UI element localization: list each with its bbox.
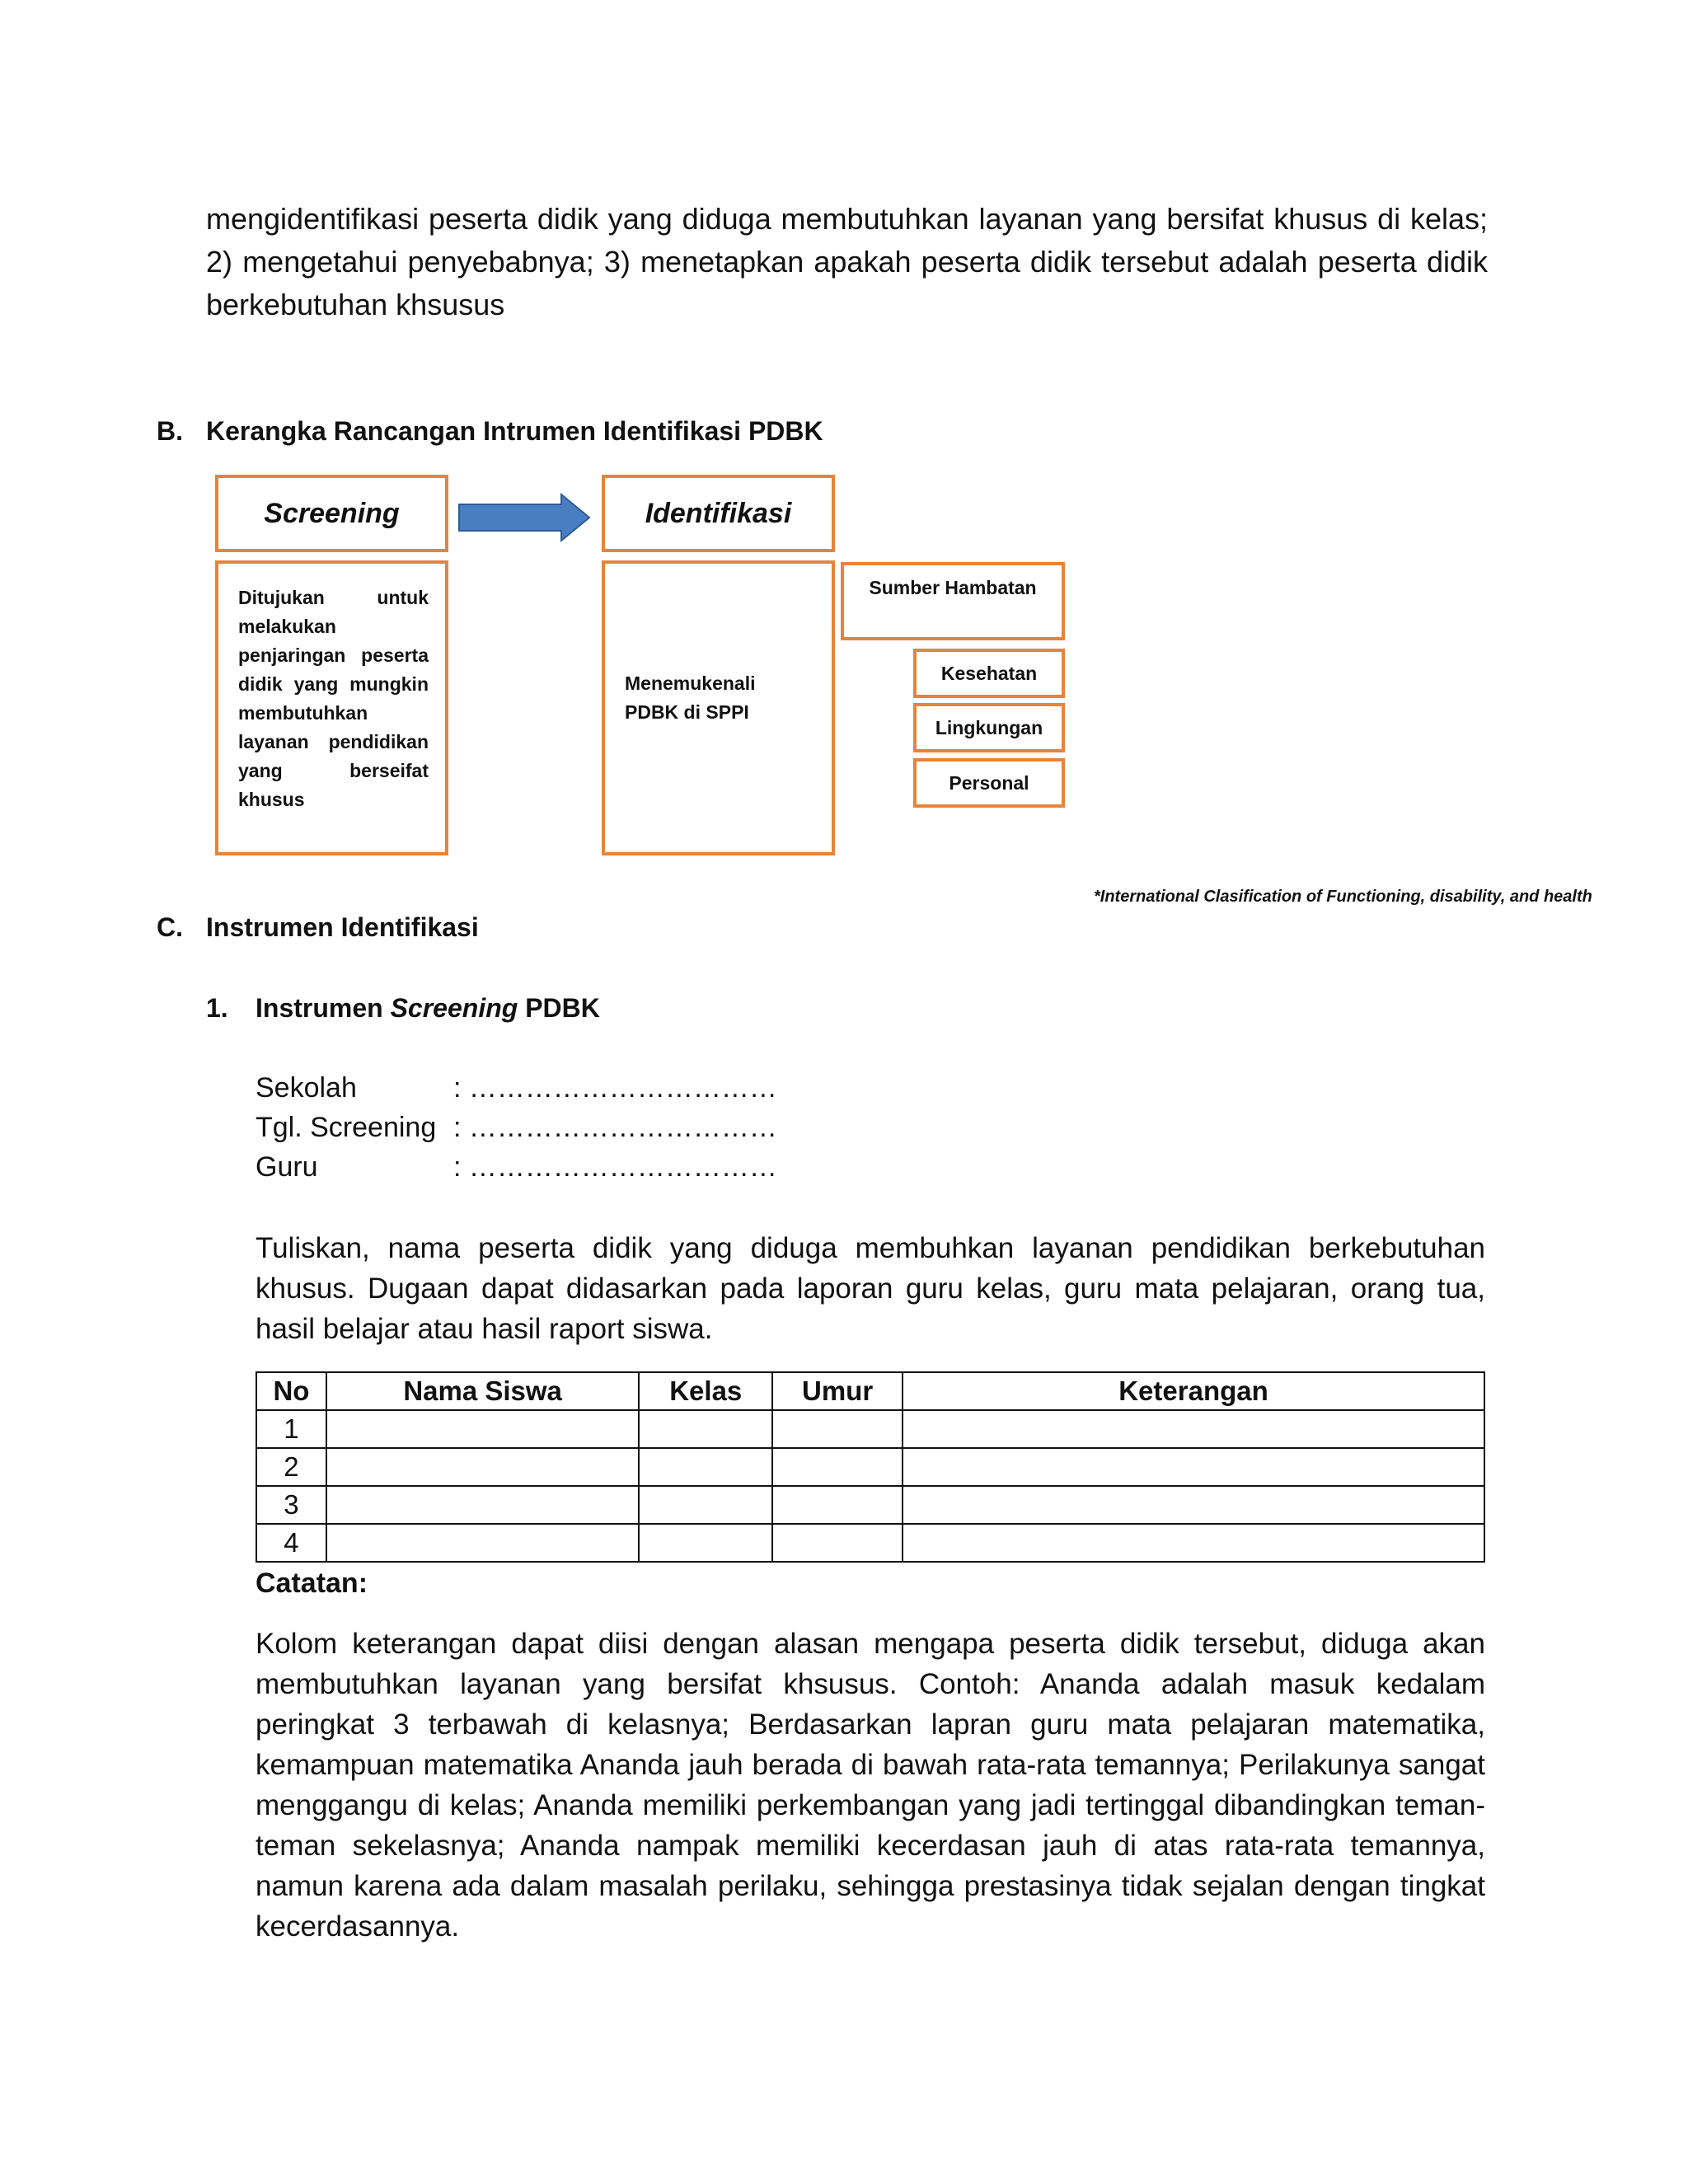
cell-keterangan[interactable]: [903, 1486, 1484, 1524]
cell-kelas[interactable]: [639, 1524, 772, 1562]
cell-kelas[interactable]: [639, 1448, 772, 1486]
cell-no: 4: [256, 1524, 326, 1562]
subsection-heading: [206, 993, 600, 1024]
identifikasi-desc-box: [602, 560, 835, 855]
cell-umur[interactable]: [772, 1486, 903, 1524]
header-keterangan: Keterangan: [903, 1372, 1484, 1410]
kesehatan-box: [913, 649, 1065, 698]
field-sekolah: [256, 1068, 777, 1108]
cell-nama[interactable]: [326, 1524, 639, 1562]
identifikasi-description: [625, 669, 756, 727]
kesehatan-label: Kesehatan: [940, 662, 1038, 684]
field-label: Sekolah: [256, 1072, 357, 1104]
header-kelas: Kelas: [639, 1372, 772, 1410]
section-b-number: B.: [157, 416, 183, 446]
sumber-hambatan-label: Sumber Hambatan: [869, 577, 1037, 598]
cell-kelas[interactable]: [639, 1486, 772, 1524]
cell-nama[interactable]: [326, 1486, 639, 1524]
screening-title-box: [215, 475, 448, 552]
lingkungan-box: [913, 703, 1065, 752]
cell-kelas[interactable]: [639, 1410, 772, 1448]
section-b-heading: [157, 416, 823, 447]
screening-line: didik yang mungkin: [238, 673, 429, 695]
identifikasi-title-box: [602, 475, 835, 552]
header-umur: Umur: [772, 1372, 903, 1410]
section-b-title: Kerangka Rancangan Intrumen Identifikasi PDBK: [206, 416, 823, 446]
screening-line: melakukan: [238, 616, 336, 637]
field-tgl-screening: [256, 1108, 777, 1147]
section-c-heading: [157, 912, 479, 943]
screening-desc-box: [215, 560, 448, 855]
table-row: [256, 1410, 1484, 1448]
field-value[interactable]: : ……………………………: [453, 1151, 777, 1183]
table-row: [256, 1448, 1484, 1486]
identifikasi-line: PDBK di SPPI: [625, 701, 749, 723]
intro-line-2: 2) mengetahui penyebabnya; 3) menetapkan apakah peserta didik tersebut adalah peserta didik: [206, 245, 1488, 279]
cell-no: 1: [256, 1410, 326, 1448]
intro-line-1: mengidentifikasi peserta didik yang diduga membutuhkan layanan yang bersifat khusus di kelas;: [206, 202, 1488, 236]
header-nama-siswa: Nama Siswa: [326, 1372, 639, 1410]
identifikasi-line: Menemukenali: [625, 673, 756, 694]
screening-line: Ditujukan untuk: [238, 587, 429, 608]
screening-description: [238, 583, 429, 814]
arrow-right-icon: [456, 492, 593, 543]
subsection-title-suffix: PDBK: [518, 993, 600, 1023]
cell-nama[interactable]: [326, 1448, 639, 1486]
lingkungan-label: Lingkungan: [935, 716, 1043, 738]
field-label: Tgl. Screening: [256, 1112, 437, 1143]
cell-umur[interactable]: [772, 1448, 903, 1486]
screening-line: membutuhkan: [238, 702, 368, 724]
screening-line: penjaringan peserta: [238, 644, 429, 666]
catatan-label: Catatan:: [256, 1568, 368, 1599]
field-value[interactable]: : ……………………………: [453, 1072, 777, 1104]
intro-line-3: berkebutuhan khsusus: [206, 288, 505, 321]
table-header-row: [256, 1372, 1484, 1410]
cell-keterangan[interactable]: [903, 1410, 1484, 1448]
section-c-title: Instrumen Identifikasi: [206, 912, 479, 942]
screening-line: layanan pendidikan: [238, 731, 429, 752]
table-row: [256, 1524, 1484, 1562]
screening-table: [256, 1371, 1485, 1563]
table-row: [256, 1486, 1484, 1524]
cell-no: 3: [256, 1486, 326, 1524]
header-no: No: [256, 1372, 326, 1410]
screening-title: Screening: [264, 497, 400, 529]
subsection-title-prefix: Instrumen: [256, 993, 391, 1023]
field-guru: [256, 1147, 777, 1187]
sumber-hambatan-box: [841, 562, 1065, 640]
screening-line: yang berseifat: [238, 760, 429, 781]
field-value[interactable]: : ……………………………: [453, 1112, 777, 1143]
cell-keterangan[interactable]: [903, 1448, 1484, 1486]
footnote: *International Clasification of Functioning, disability, and health: [1094, 888, 1592, 906]
cell-umur[interactable]: [772, 1410, 903, 1448]
instruction-paragraph: Tuliskan, nama peserta didik yang diduga membuhkan layanan pendidikan berkebutuhan khusus. Dugaan dapat didasarkan pada laporan guru kelas, guru mata pelajaran, orang tua, hasil belajar atau hasil raport siswa.: [256, 1232, 1485, 1345]
screening-fields: [256, 1068, 777, 1187]
cell-nama[interactable]: [326, 1410, 639, 1448]
field-label: Guru: [256, 1151, 318, 1183]
personal-label: Personal: [949, 771, 1029, 794]
section-c-number: C.: [157, 912, 183, 942]
cell-umur[interactable]: [772, 1524, 903, 1562]
identifikasi-title: Identifikasi: [645, 497, 792, 529]
subsection-title-italic: Screening: [390, 993, 518, 1023]
intro-paragraph: [206, 198, 1488, 326]
screening-line: khusus: [238, 789, 305, 810]
cell-no: 2: [256, 1448, 326, 1486]
cell-keterangan[interactable]: [903, 1524, 1484, 1562]
catatan-paragraph: Kolom keterangan dapat diisi dengan alasan mengapa peserta didik tersebut, diduga akan membutuhkan layanan yang bersifat khsusus. Contoh: Ananda adalah masuk kedalam peringkat 3 terbawah di kelasnya; Berdasarkan lapran guru mata pelajaran matematika, kemampuan matematika Ananda jauh berada di bawah rata-rata temannya; Perilakunya sangat menggangu di kelas; Ananda memiliki perkembangan yang jadi tertinggal dibandingkan teman-teman sekelasnya; Ananda nampak memiliki kecerdasan jauh di atas rata-rata temannya, namun karena ada dalam masalah perilaku, sehingga prestasinya tidak sejalan dengan tingkat kecerdasannya.: [256, 1628, 1485, 1943]
subsection-number: 1.: [206, 993, 228, 1023]
personal-box: [913, 758, 1065, 808]
